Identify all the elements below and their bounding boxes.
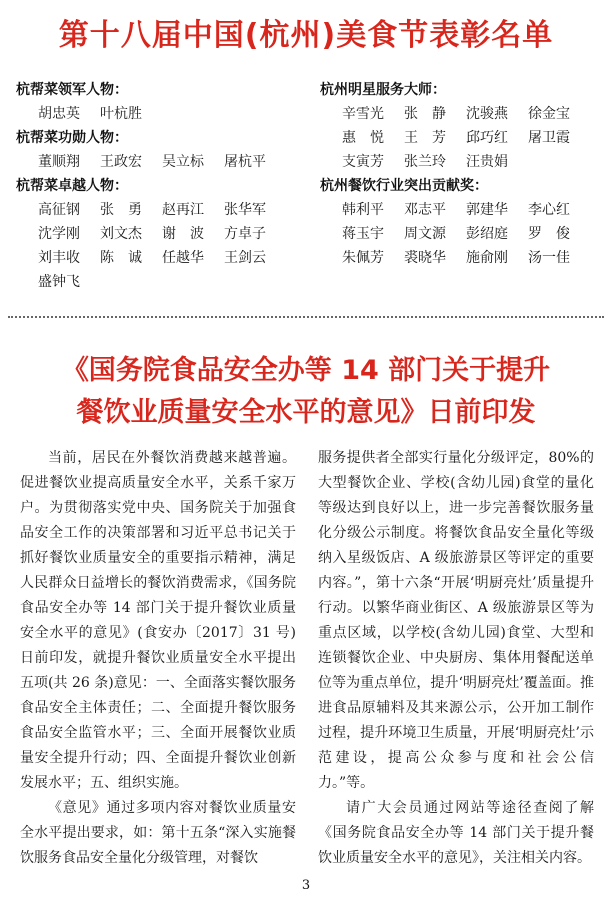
honoree-name: 韩利平 [342,202,384,218]
name-row [342,150,606,174]
article-paragraph: 请广大会员通过网站等途径查阅了解《国务院食品安全办等 14 部门关于提升餐饮业质量安全水平的意见》，关注相关内容。 [318,800,594,866]
name-row [342,102,606,126]
article-title-line-1: 《国务院食品安全办等 14 部门关于提升 [61,355,551,386]
category-label: 杭州明星服务大师： [320,82,446,98]
article-right-column [318,446,594,871]
honoree-name: 王政宏 [100,154,142,170]
honoree-name: 辛雪光 [342,106,384,122]
name-list [16,102,316,126]
name-list [16,150,316,174]
name-row [342,246,606,270]
honoree-name: 任越华 [162,250,204,266]
honoree-name: 张 勇 [100,202,142,218]
article-left-column [20,446,296,871]
honoree-name: 张华军 [224,202,266,218]
honoree-name: 盛钟飞 [38,274,80,290]
honoree-name: 屠卫霞 [528,130,570,146]
honoree-name: 朱佩芳 [342,250,384,266]
honoree-name: 李心红 [528,202,570,218]
article-paragraph: 当前，居民在外餐饮消费越来越普遍。促进餐饮业提高质量安全水平，关系千家万户。为贯彻落实党中央、国务院关于加强食品安全工作的决策部署和习近平总书记关于抓好餐饮业质量安全的重要指示精神，满足人民群众日益增长的餐饮消费需求，《国务院食品安全办等 14 部门关于提升餐饮业质量安全水平的意见》(食安办〔2017〕31 号)日前印发，就提升餐饮业质量安全水平提出五项(共 26 条)意见：一、全面落实餐饮服务食品安全主体责任；二、全面提升餐饮服务食品安全监管水平；三、全面开展餐饮业质量安全提升行动；四、全面提升餐饮业创新发展水平；五、组织实施。 [20,450,296,791]
name-row [342,198,606,222]
category-label: 杭帮菜领军人物： [16,82,128,98]
honoree-name: 叶杭胜 [100,106,142,122]
name-list [320,198,606,270]
honoree-name: 沈骏燕 [466,106,508,122]
name-row [342,126,606,150]
honoree-name: 蒋玉宇 [342,226,384,242]
dotted-divider [8,316,604,318]
honoree-name: 张 静 [404,106,446,122]
name-row [38,150,316,174]
honoree-name: 胡忠英 [38,106,80,122]
honoree-name: 汪贵娟 [466,154,508,170]
honoree-name: 邱巧红 [466,130,508,146]
honoree-name: 支寅芳 [342,154,384,170]
category-label: 杭帮菜功勋人物： [16,130,128,146]
name-list [16,198,316,294]
honoree-name: 谢 波 [162,226,204,242]
honor-list-title: 第十八届中国(杭州)美食节表彰名单 [58,18,554,53]
honoree-name: 王剑云 [224,250,266,266]
honoree-name: 裘晓华 [404,250,446,266]
honoree-name: 吴立标 [162,154,204,170]
name-row [38,270,316,294]
honoree-name: 罗 俊 [528,226,570,242]
honoree-name: 屠杭平 [224,154,266,170]
category-label: 杭帮菜卓越人物： [16,178,128,194]
honoree-name: 刘丰收 [38,250,80,266]
honoree-name: 徐金宝 [528,106,570,122]
article-title-line-2: 餐饮业质量安全水平的意见》日前印发 [76,397,536,428]
article-paragraph: 服务提供者全部实行量化分级评定，80%的大型餐饮企业、学校(含幼儿园)食堂的量化等级达到良好以上，进一步完善餐饮服务量化分级公示制度。将餐饮食品安全量化等级纳入星级饭店、A 级旅游景区等评定的重要内容。”，第十六条“开展‘明厨亮灶’质量提升行动。以繁华商业街区、A 级旅游景区等为重点区域，以学校(含幼儿园)食堂、大型和连锁餐饮企业、中央厨房、集体用餐配送单位等为重点单位，提升‘明厨亮灶’覆盖面。推进食品原辅料及其来源公示，公开加工制作过程，提升环境卫生质量，开展‘明厨亮灶’示范建设，提高公众参与度和社会公信力。”等。 [318,450,594,791]
honoree-name: 汤一佳 [528,250,570,266]
name-row [38,198,316,222]
honoree-name: 郭建华 [466,202,508,218]
name-row [342,222,606,246]
honoree-name: 王 芳 [404,130,446,146]
honor-list-left-column [16,78,316,294]
honoree-name: 高征钢 [38,202,80,218]
honoree-name: 方卓子 [224,226,266,242]
category-label: 杭州餐饮行业突出贡献奖： [320,178,488,194]
article-title [0,350,612,434]
honoree-name: 施俞刚 [466,250,508,266]
honoree-name: 陈 诚 [100,250,142,266]
honoree-name: 彭绍庭 [466,226,508,242]
honoree-name: 惠 悦 [342,130,384,146]
article-paragraph: 《意见》通过多项内容对餐饮业质量安全水平提出要求，如：第十五条“深入实施餐饮服务食品安全量化分级管理，对餐饮 [20,800,296,866]
name-row [38,246,316,270]
honoree-name: 张兰玲 [404,154,446,170]
name-row [38,222,316,246]
honoree-name: 周文源 [404,226,446,242]
name-row [38,102,316,126]
honoree-name: 赵再江 [162,202,204,218]
honoree-name: 刘文杰 [100,226,142,242]
page-number: 3 [301,878,311,893]
honoree-name: 董顺翔 [38,154,80,170]
honoree-name: 邓志平 [404,202,446,218]
honoree-name: 沈学刚 [38,226,80,242]
honor-list-right-column [320,78,606,270]
name-list [320,102,606,174]
